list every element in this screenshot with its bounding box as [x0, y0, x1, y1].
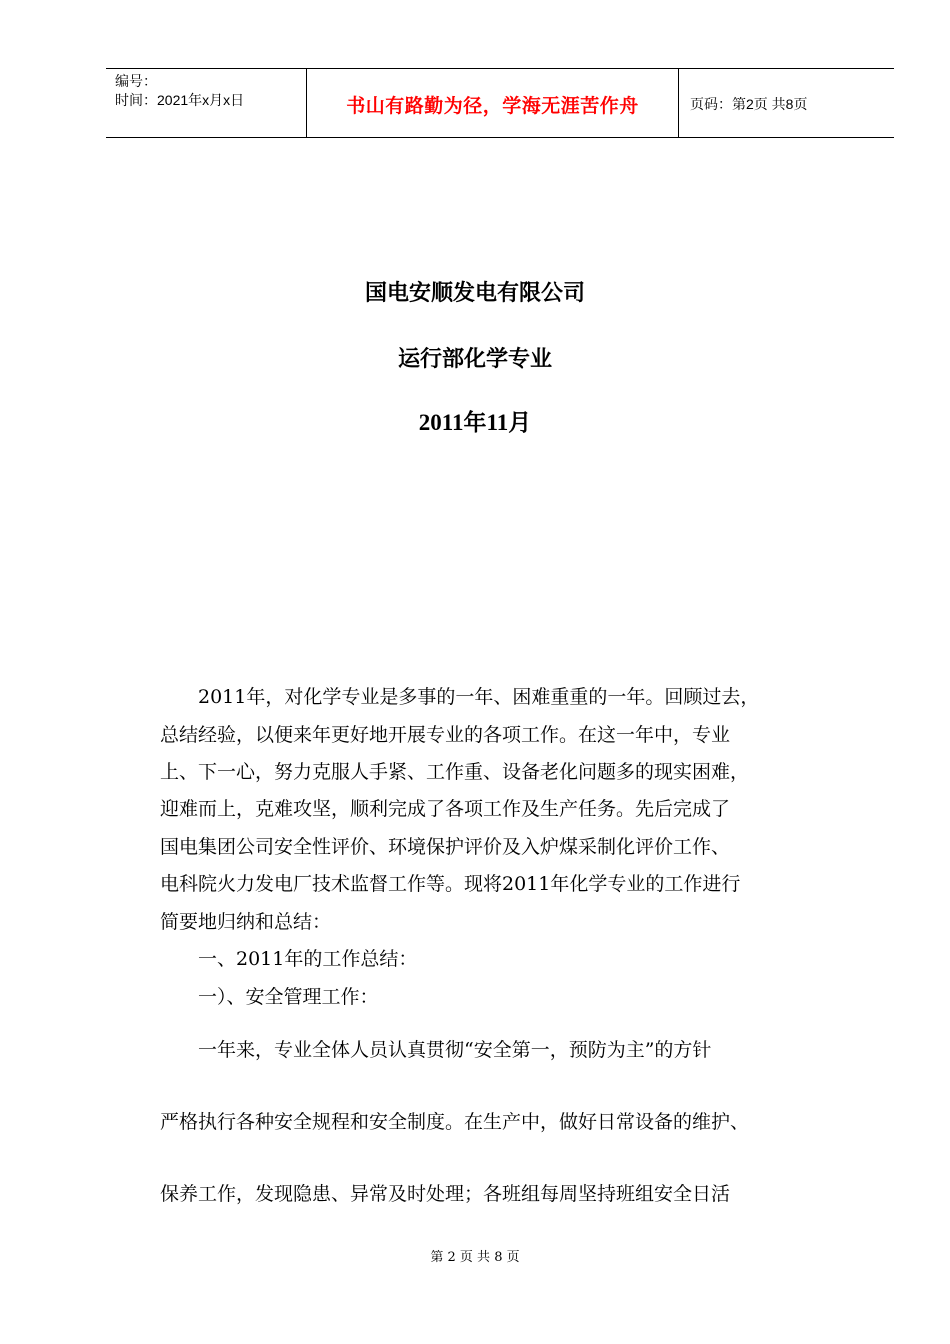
body-line: 简要地归纳和总结：: [160, 911, 332, 933]
header-page-cell: [679, 69, 894, 137]
subsection-heading: 一）、安全管理工作：: [160, 986, 379, 1008]
body-line: 严格执行各种安全规程和安全制度。在生产中，做好日常设备的维护、: [160, 1111, 750, 1133]
department-title: 运行部化学专业: [397, 346, 552, 372]
document-number-label: 编号：: [115, 73, 157, 89]
footer-page-number: 第 2 页 共 8 页: [430, 1250, 520, 1265]
company-title: 国电安顺发电有限公司: [364, 280, 585, 306]
body-line: 迎难而上，克难攻坚，顺利完成了各项工作及生产任务。先后完成了: [160, 798, 731, 820]
header-motto-cell: [307, 69, 679, 137]
header-page-label: 页码：第2页 共8页: [690, 96, 808, 112]
body-line: 电科院火力发电厂技术监督工作等。现将2011年化学专业的工作进行: [160, 873, 741, 895]
header-info-cell: [106, 69, 307, 137]
body-line: 上、下一心，努力克服人手紧、工作重、设备老化问题多的现实困难，: [160, 761, 750, 783]
body-line: 2011年，对化学专业是多事的一年、困难重重的一年。回顾过去，: [160, 686, 760, 708]
body-line: 一年来，专业全体人员认真贯彻“安全第一，预防为主”的方针: [160, 1039, 712, 1061]
document-time-label: 时间：2021年x月x日: [115, 92, 245, 108]
body-line: 总结经验，以便来年更好地开展专业的各项工作。在这一年中，专业: [160, 724, 731, 746]
report-date: 2011年11月: [418, 410, 532, 435]
header-table: [106, 68, 894, 138]
header-motto: 书山有路勤为径，学海无涯苦作舟: [346, 95, 639, 117]
body-line: 保养工作，发现隐患、异常及时处理；各班组每周坚持班组安全日活: [160, 1183, 731, 1205]
section-heading: 一、2011年的工作总结：: [160, 948, 418, 970]
body-line: 国电集团公司安全性评价、环境保护评价及入炉煤采制化评价工作、: [160, 836, 731, 858]
